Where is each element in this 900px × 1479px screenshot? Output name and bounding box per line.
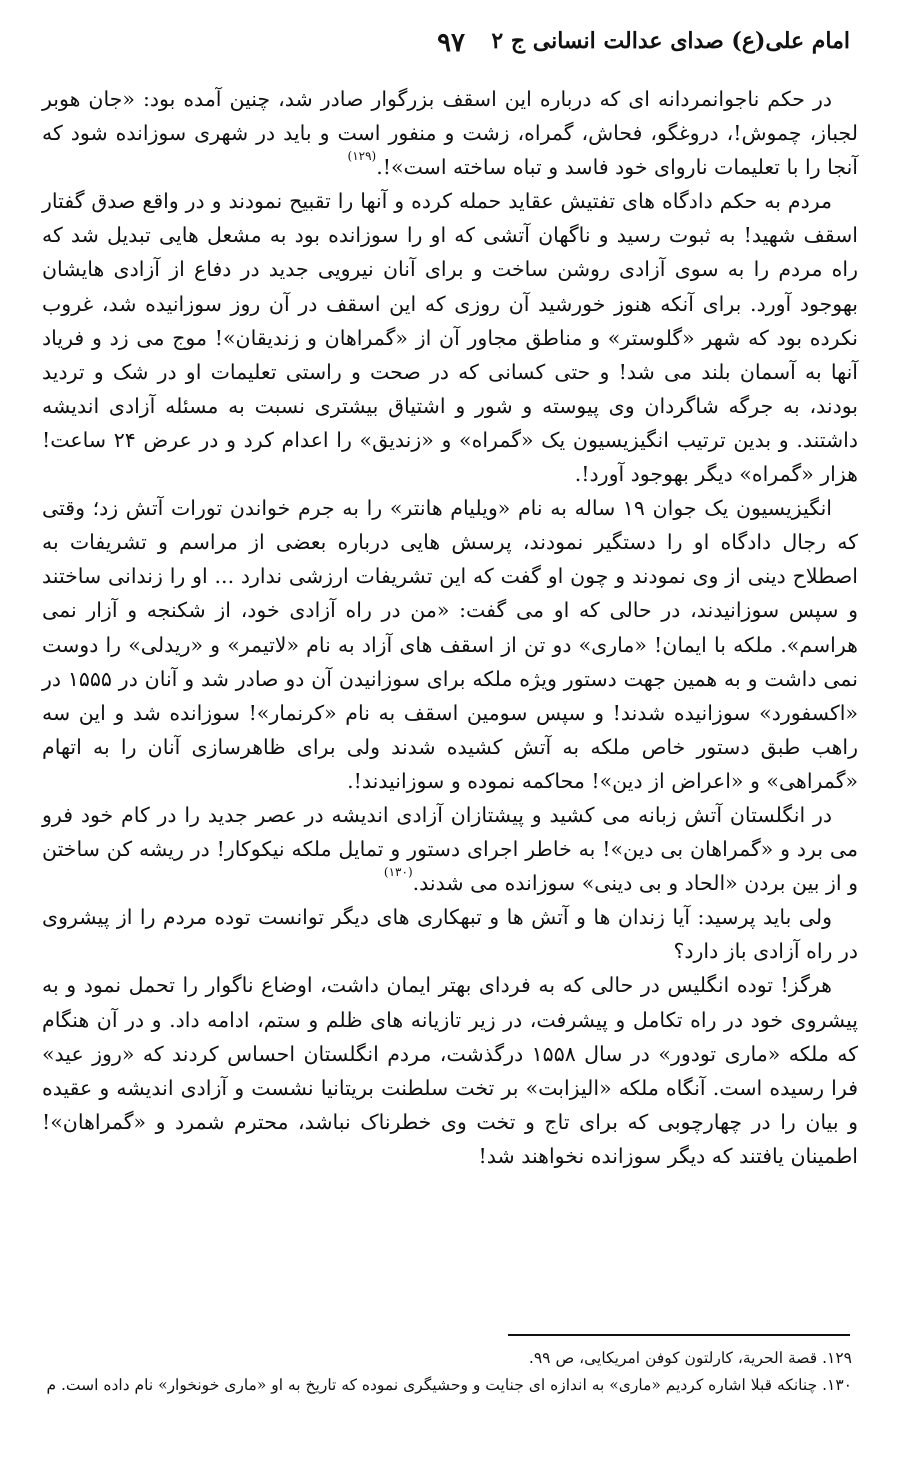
footnote-ref: (۱۲۹) — [347, 149, 377, 164]
footnote-ref: (۱۳۰) — [383, 865, 413, 880]
body-text — [42, 82, 858, 1173]
paragraph-text: در انگلستان آتش زبانه می کشید و پیشتازان آزادی اندیشه در عصر جدید را در کام خود فرو می برد و «گمراهان بی دین»! به خاطر اجرای دستور و تمایل ملکه نیکوکار! در ریشه کن ساختن و از بین بردن «الحاد و بی دینی» سوزانده می شدند. — [42, 802, 858, 896]
footnotes — [44, 1345, 852, 1399]
page-number: ۹۷ — [437, 28, 465, 58]
running-header — [40, 28, 860, 68]
footnote: ۱۲۹. قصة الحریة، کارلتون کوفن امریکایی، ص ۹۹. — [528, 1349, 852, 1367]
paragraph — [42, 82, 858, 184]
footnote: ۱۳۰. چنانکه قبلا اشاره کردیم «ماری» به اندازه ای جنایت و وحشیگری نموده که تاریخ به او «ماری خونخوار» نام داده است. م — [46, 1376, 852, 1394]
paragraph-text: انگیزیسیون یک جوان ۱۹ ساله به نام «ویلیام هانتر» را به جرم خواندن تورات آتش زد؛ وقتی که رجال دادگاه او را دستگیر نمودند، پرسش هایی درباره بعضی از مراسم و تشریفات به اصطلاح دینی از وی نمودند و چون او گفت که این تشریفات ارزشی ندارد ... او را زندانی ساختند و سپس سوزانیدند، در حالی که او می گفت: «من در راه آزادی خود، از شکنجه و آزار نمی هراسم». ملکه با ایمان! «ماری» دو تن از اسقف های آزاد به نام «لاتیمر» و «ریدلی» را دوست نمی داشت و به همین جهت دستور ویژه ملکه برای سوزانیدن آن دو صادر شد و آنان در ۱۵۵۵ در «اکسفورد» سوزانیده شدند! و سپس سومین اسقف به نام «کرنمار»! سوزانده شد و این سه راهب طبق دستور خاص ملکه به آتش کشیده شدند ولی برای ظاهرسازی آنان را به اتهام «گمراهی» و «اعراض از دین»! محاکمه نموده و سوزانیدند!. — [42, 496, 858, 793]
book-title: امام علی(ع) صدای عدالت انسانی ج ۲ — [491, 28, 850, 54]
paragraph-text: ولی باید پرسید: آیا زندان ها و آتش ها و تبهکاری های دیگر توانست توده مردم را از پیشروی در راه آزادی باز دارد؟ — [42, 905, 858, 964]
paragraph — [42, 900, 858, 968]
paragraph-text: در حکم ناجوانمردانه ای که درباره این اسقف بزرگوار صادر شد، چنین آمده بود: «جان هوبر لجباز، چموش!، دروغگو، فحاش، گمراه، زشت و منفور است و باید در شهری سوزانده شود که آنجا را با تعلیمات نارواى خود فاسد و تباه ساخته است»!. — [42, 87, 858, 180]
paragraph — [42, 798, 858, 900]
paragraph — [42, 968, 858, 1173]
paragraph — [42, 491, 858, 798]
footnote-divider — [508, 1334, 850, 1336]
paragraph-text: هرگز! توده انگلیس در حالی که به فردای بهتر ایمان داشت، اوضاع ناگوار را تحمل نمود و به پیشروی خود در راه تکامل و پیشرفت، در زیر تازیانه های ظلم و ستم، ادامه داد. و در آن هنگام که ملکه «ماری تودور» در سال ۱۵۵۸ درگذشت، مردم انگلستان احساس کردند که «روز عید» فرا رسیده است. آنگاه ملکه «الیزابت» بر تخت سلطنت بریتانیا نشست و آزادی اندیشه و عقیده و بیان را در چهارچوبی که برای تاج و تخت وی خطرناک نباشد، محترم شمرد و «گمراهان»! اطمینان یافتند که دیگر سوزانده نخواهند شد! — [42, 973, 858, 1168]
paragraph-text: مردم به حکم دادگاه های تفتیش عقاید حمله کرده و آنها را تقبیح نمودند و در واقع صدق گفتار اسقف شهید! به ثبوت رسید و ناگهان آتشی که او را سوزانده بود به مشعل هایی تبدیل شد که راه مردم را به سوی آزادی روشن ساخت و برای آنان نیرویی جدید در دفاع از آزادی هایشان بهوجود آورد. برای آنکه هنوز خورشید آن روزی که این اسقف در آن روز سوزانیده شد، غروب نکرده بود که شهر «گلوستر» و مناطق مجاور آن از «گمراهان و زندیقان»! موج می زد و فریاد آنها به آسمان بلند می شد! و حتی کسانی که در صحت و راستی تعلیمات او در شک و تردید بودند، به جرگه شاگردان وی پیوسته و شور و اشتیاق بیشتری نسبت به مسئله آزادی اندیشه داشتند. و بدین ترتیب انگیزیسیون یک «گمراه» و «زندیق» را اعدام کرد و در عرض ۲۴ ساعت! هزار «گمراه» دیگر بهوجود آورد!. — [42, 189, 858, 487]
paragraph — [42, 184, 858, 491]
